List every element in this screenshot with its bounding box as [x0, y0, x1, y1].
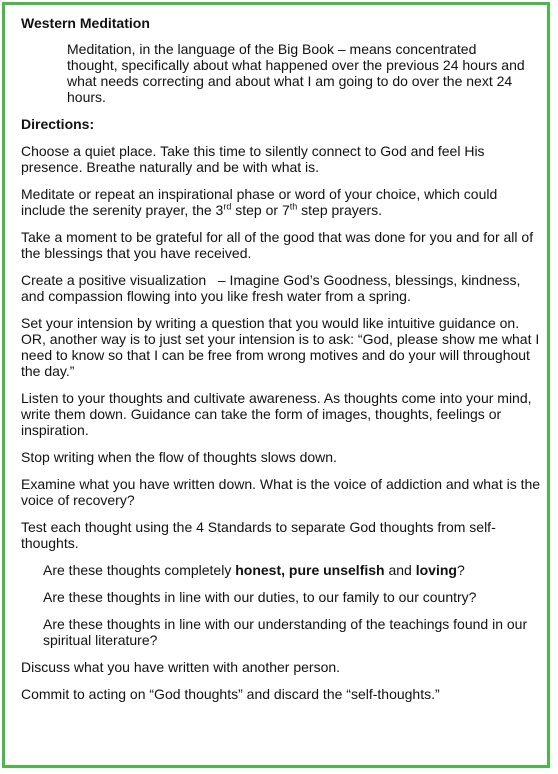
step-2-sup-th: th [289, 201, 298, 212]
question-1-text-c: ? [456, 562, 465, 578]
direction-step-4: Create a positive visualization – Imagine God’s Goodness, blessings, kindness, and compassion flowing into you like fresh water from a spring. [21, 272, 525, 304]
document-title: Western Meditation [21, 15, 150, 31]
document-content [21, 15, 541, 702]
question-1-text-a: Are these thoughts completely [43, 562, 236, 578]
question-1-bold-loving: loving [415, 562, 457, 578]
step-2-text-a: Meditate or repeat an inspirational phase or word of your choice, which could include the serenity prayer, the 3 [21, 186, 498, 218]
standards-question-3: Are these thoughts in line with our understanding of the teachings found in our spiritual literature? [43, 616, 528, 648]
document-frame [2, 2, 550, 768]
step-2-sup-rd: rd [223, 201, 232, 212]
direction-step-1: Choose a quiet place. Take this time to silently connect to God and feel His presence. Breathe naturally and be with what is. [21, 143, 485, 175]
question-1-text-b: and [384, 562, 416, 578]
standards-question-2: Are these thoughts in line with our duties, to our family to our country? [43, 589, 477, 605]
step-2-text-c: step prayers. [297, 202, 383, 218]
direction-step-10: Discuss what you have written with another person. [21, 659, 341, 675]
direction-step-8: Examine what you have written down. What is the voice of addiction and what is the voice of recovery? [21, 476, 541, 508]
direction-step-5: Set your intension by writing a question that you would like intuitive guidance on. OR, another way is to just set your intension is to ask: “God, please show me what I need to know so that I can be free from wrong motives and do your will throughout the day.” [21, 315, 540, 379]
standards-question-1 [43, 562, 541, 578]
step-2-text-b: step or 7 [231, 202, 290, 218]
direction-step-3: Take a moment to be grateful for all of the good that was done for you and for all of the blessings that you have received. [21, 229, 534, 261]
direction-step-9: Test each thought using the 4 Standards to separate God thoughts from self-thoughts. [21, 519, 496, 551]
direction-step-7: Stop writing when the flow of thoughts slows down. [21, 449, 337, 465]
direction-step-11: Commit to acting on “God thoughts” and discard the “self-thoughts.” [21, 686, 440, 702]
intro-paragraph: Meditation, in the language of the Big Book – means concentrated thought, specifically about what happened over the previous 24 hours and what needs correcting and about what I am going to do over the next 24 hours. [67, 41, 525, 105]
directions-heading: Directions: [21, 116, 95, 132]
direction-step-2 [21, 186, 541, 218]
question-1-bold-honest: honest, pure unselfish [235, 562, 385, 578]
direction-step-6: Listen to your thoughts and cultivate awareness. As thoughts come into your mind, write them down. Guidance can take the form of images, thoughts, feelings or inspiration. [21, 390, 532, 438]
